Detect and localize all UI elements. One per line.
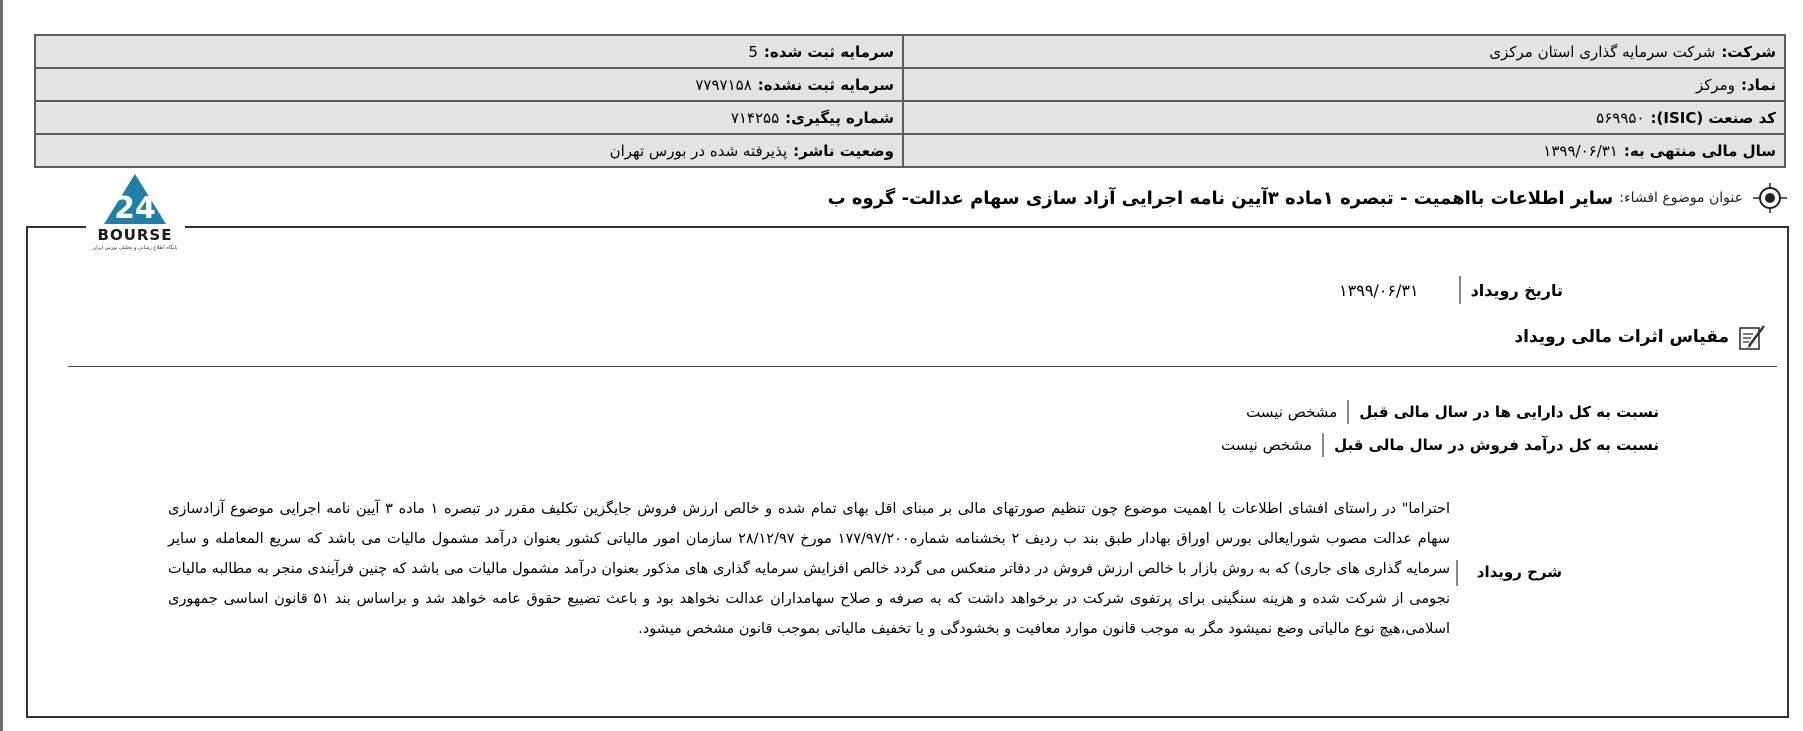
tracking-cell [35, 101, 903, 134]
ratio-label: نسبت به کل دارایی ها در سال مالی قبل [1359, 403, 1659, 421]
description-text: احتراما" در راستای افشای اطلاعات با اهمیت موضوع چون تنظیم صورتهای مالی بر مبنای اقل بهای تمام شده و خالص ارزش فروش جایگزین تکلیف مقرر در تبصره ۱ ماده ۳ آیین نامه اجرایی موضوع آزادسازی سهام عدالت مصوب شورایعالی بورس اوراق بهادار طبق بند ب ردیف ۲ بخشنامه شماره۱۷۷/۹۷/۲۰۰ مورخ ۲۸/۱۲/۹۷ سازمان امور مالیاتی کشور بعنوان درآمد مشمول مالیات می باشد که سریع المعامله و سایر سرمایه گذاری های جاری) که به روش بازار با خالص ارزش فروش در دفاتر منعکس می گردد خالص افزایش سرمایه گذاری های مذکور بعنوان درآمد مشمول مالیات می باشد که چنین فرآیندی منجر به مطالبه مالیات نجومی از شرکت شده و هزینه سنگینی برای پرتفوی شرکت در برخواهد داشت که به صرفه و صلاح سهامداران عدالت نخواهد بود و باعث تضییع حقوق عامه خواهد شد و براساس بند ۵۱ قانون اساسی جمهوری اسلامی،هیچ نوع مالیاتی وضع نمیشود مگر به موجب قانون موارد معافیت و بخشودگی و یا تخفیف مالیاتی بموجب قانون مشخص میشود. [168, 501, 1451, 637]
info-row-fiscal-year [35, 134, 1785, 167]
tracking-value: ۷۱۴۲۵۵ [730, 108, 780, 127]
ratio-row-revenue [1221, 433, 1659, 457]
tracking-label: شماره پیگیری: [785, 108, 894, 127]
info-row-company [35, 35, 1785, 68]
isic-value: ۵۶۹۹۵۰ [1596, 108, 1645, 127]
company-info-table [34, 34, 1786, 168]
event-date-label: تاریخ رویداد [1470, 280, 1563, 300]
topic-title: سایر اطلاعات بااهمیت - تبصره ۱ماده ۳آیین نامه اجرایی آزاد سازی سهام عدالت- گروه ب [827, 187, 1614, 209]
divider [1456, 560, 1458, 586]
unregistered-capital-label: سرمایه ثبت نشده: [757, 75, 894, 94]
frame-left-border [26, 226, 28, 716]
ratio-value: مشخص نیست [1221, 436, 1313, 454]
bourse-logo [86, 172, 184, 264]
disclosure-title-row [828, 181, 1787, 215]
divider [1459, 276, 1461, 304]
symbol-cell [903, 68, 1785, 101]
frame-top-border [185, 226, 1789, 228]
registered-capital-cell [35, 35, 903, 68]
publisher-status-value: پذیرفته شده در بورس تهران [609, 141, 788, 160]
fiscal-year-value: ۱۳۹۹/۰۶/۳۱ [1543, 141, 1618, 160]
frame-top-border-left [26, 226, 86, 228]
event-date-value: ۱۳۹۹/۰۶/۳۱ [1339, 280, 1419, 300]
left-edge-rule [0, 0, 3, 731]
divider [1347, 400, 1349, 424]
svg-text:24: 24 [114, 191, 156, 226]
info-row-isic [35, 101, 1785, 134]
section-heading [1514, 322, 1767, 352]
publisher-status-cell [35, 134, 903, 167]
fiscal-year-cell [903, 134, 1785, 167]
isic-label: کد صنعت (ISIC): [1650, 108, 1776, 127]
event-date-row [1339, 276, 1563, 304]
isic-cell [903, 101, 1785, 134]
company-label: شرکت: [1721, 42, 1776, 61]
target-icon [1753, 181, 1787, 215]
section-title: مقیاس اثرات مالی رویداد [1514, 327, 1729, 347]
frame-right-border [1787, 226, 1789, 716]
ratio-value: مشخص نیست [1246, 403, 1338, 421]
publisher-status-label: وضعیت ناشر: [793, 141, 894, 160]
registered-capital-value: 5 [748, 42, 758, 61]
symbol-label: نماد: [1740, 75, 1776, 94]
company-value: شرکت سرمایه گذاری استان مرکزی [1489, 42, 1716, 61]
registered-capital-label: سرمایه ثبت شده: [763, 42, 894, 61]
company-cell [903, 35, 1785, 68]
divider [1322, 433, 1324, 457]
unregistered-capital-value: ۷۷۹۷۱۵۸ [695, 75, 752, 94]
ratio-row-assets [1246, 400, 1659, 424]
section-divider [68, 366, 1777, 367]
logo-subtitle: پایگاه اطلاع رسانی و تحلیلی بورس ایران [92, 245, 178, 251]
ratio-label: نسبت به کل درآمد فروش در سال مالی قبل [1334, 436, 1659, 454]
topic-label: عنوان موضوع افشاء: [1619, 190, 1743, 206]
document-sign-icon [1737, 322, 1767, 352]
info-row-symbol [35, 68, 1785, 101]
unregistered-capital-cell [35, 68, 903, 101]
symbol-value: ومرکز [1695, 75, 1735, 94]
bourse-logo-icon [100, 172, 170, 226]
frame-bottom-border [26, 716, 1789, 718]
logo-text: BOURSE [97, 226, 173, 244]
description-label: شرح رویداد [1476, 563, 1562, 581]
fiscal-year-label: سال مالی منتهی به: [1623, 141, 1776, 160]
